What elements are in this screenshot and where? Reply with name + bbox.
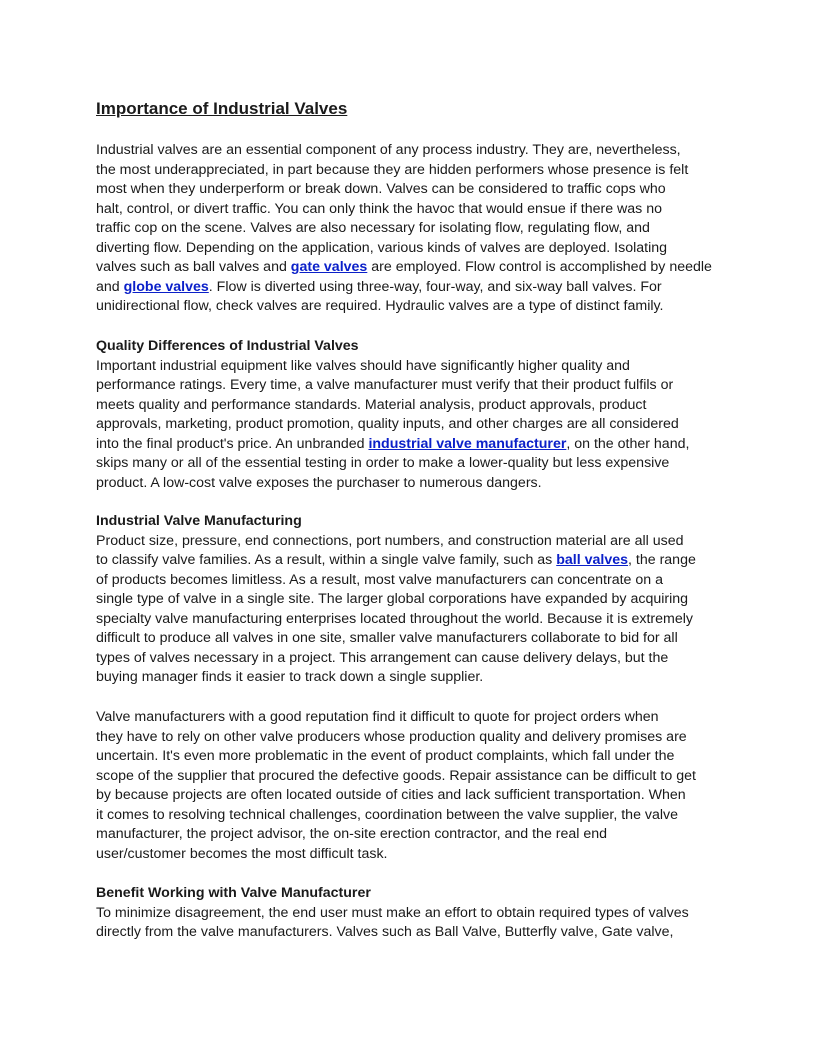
- intro-text: are employed. Flow control is accomplished by needle: [367, 259, 712, 275]
- manufacturing-line: Product size, pressure, end connections, port numbers, and construction material are all used: [96, 532, 684, 549]
- benefit-section: [96, 884, 736, 943]
- quality-text: into the final product's price. An unbranded: [96, 435, 369, 452]
- quality-line: [96, 435, 736, 455]
- quality-heading: Quality Differences of Industrial Valves: [96, 338, 359, 354]
- intro-paragraph: [96, 141, 736, 317]
- reputation-line: user/customer becomes the most difficult task.: [96, 845, 388, 862]
- intro-text: . Flow is diverted using three-way, four-way, and six-way ball valves. For: [208, 278, 662, 295]
- reputation-line: it comes to resolving technical challenges, coordination between the valve supplier, the valve: [96, 806, 679, 823]
- industrial-valve-manufacturer-link[interactable]: industrial valve manufacturer: [368, 435, 567, 452]
- reputation-line: manufacturer, the project advisor, the on-site erection contractor, and the real end: [96, 826, 608, 842]
- quality-line: product. A low-cost valve exposes the purchaser to numerous dangers.: [96, 474, 542, 491]
- manufacturing-text: , the range: [628, 552, 696, 568]
- reputation-paragraph: [96, 708, 736, 864]
- reputation-line: scope of the supplier that procured the defective goods. Repair assistance can be difficult to get: [96, 767, 696, 784]
- reputation-line: uncertain. It's even more problematic in the event of product complaints, which fall under the: [96, 748, 675, 764]
- quality-section: [96, 337, 736, 493]
- benefit-heading: Benefit Working with Valve Manufacturer: [96, 885, 371, 901]
- manufacturing-line: specialty valve manufacturing enterprises located throughout the world. Because it is extremely: [96, 610, 693, 627]
- ball-valves-link[interactable]: ball valves: [556, 552, 629, 568]
- manufacturing-section: [96, 512, 736, 688]
- quality-line: Important industrial equipment like valves should have significantly higher quality and: [96, 357, 630, 374]
- intro-line: most when they underperform or break down. Valves can be considered to traffic cops who: [96, 181, 666, 197]
- manufacturing-heading: Industrial Valve Manufacturing: [96, 513, 302, 529]
- manufacturing-text: to classify valve families. As a result, within a single valve family, such as: [96, 552, 557, 568]
- intro-line: unidirectional flow, check valves are required. Hydraulic valves are a type of distinct family.: [96, 298, 664, 314]
- quality-line: performance ratings. Every time, a valve manufacturer must verify that their product fulfils or: [96, 377, 674, 393]
- benefit-line: directly from the valve manufacturers. Valves such as Ball Valve, Butterfly valve, Gate valve,: [96, 924, 674, 940]
- reputation-line: they have to rely on other valve producers whose production quality and delivery promises are: [96, 728, 687, 745]
- manufacturing-line: difficult to produce all valves in one site, smaller valve manufacturers collaborate to bid for all: [96, 630, 678, 646]
- manufacturing-line: types of valves necessary in a project. This arrangement can cause delivery delays, but the: [96, 649, 669, 666]
- intro-text: and: [96, 278, 124, 295]
- intro-line: traffic cop on the scene. Valves are also necessary for isolating flow, regulating flow, and: [96, 220, 650, 236]
- quality-line: skips many or all of the essential testing in order to make a lower-quality but less expensive: [96, 455, 670, 471]
- reputation-line: Valve manufacturers with a good reputation find it difficult to quote for project orders when: [96, 709, 659, 725]
- intro-line: Industrial valves are an essential component of any process industry. They are, nevertheless,: [96, 142, 681, 158]
- intro-line: [96, 258, 736, 278]
- intro-line: the most underappreciated, in part because they are hidden performers whose presence is felt: [96, 161, 689, 178]
- intro-line: halt, control, or divert traffic. You can only think the havoc that would ensue if there was no: [96, 200, 662, 217]
- reputation-line: by because projects are often located outside of cities and lack sufficient transportation. When: [96, 787, 686, 803]
- quality-line: approvals, marketing, product promotion, quality inputs, and other charges are all considered: [96, 416, 679, 432]
- intro-line: [96, 278, 736, 298]
- intro-line: diverting flow. Depending on the application, various kinds of valves are deployed. Isolating: [96, 239, 668, 256]
- quality-line: meets quality and performance standards. Material analysis, product approvals, product: [96, 396, 647, 413]
- globe-valves-link[interactable]: globe valves: [123, 278, 209, 295]
- manufacturing-line: single type of valve in a single site. The larger global corporations have expanded by acquiring: [96, 591, 689, 607]
- manufacturing-line: [96, 551, 736, 571]
- benefit-line: To minimize disagreement, the end user must make an effort to obtain required types of valves: [96, 904, 689, 921]
- quality-text: , on the other hand,: [566, 435, 690, 452]
- intro-text: valves such as ball valves and: [96, 259, 291, 275]
- gate-valves-link[interactable]: gate valves: [290, 259, 368, 275]
- manufacturing-line: of products becomes limitless. As a result, most valve manufacturers can concentrate on a: [96, 571, 663, 588]
- manufacturing-line: buying manager finds it easier to track down a single supplier.: [96, 669, 484, 685]
- page-title: Importance of Industrial Valves: [96, 99, 348, 118]
